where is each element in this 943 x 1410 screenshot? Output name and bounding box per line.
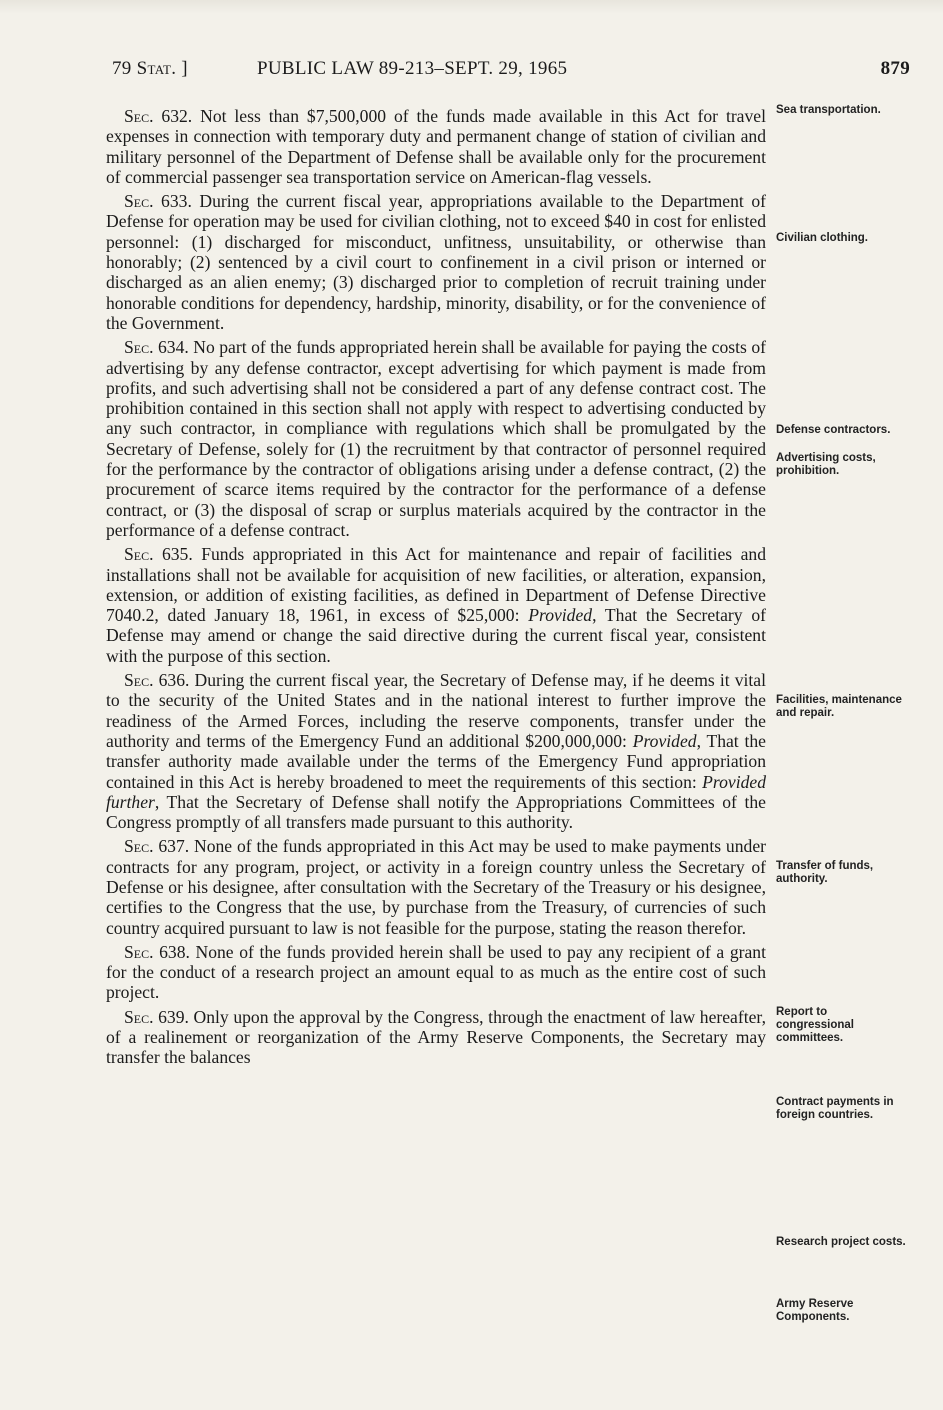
section-637 — [106, 836, 766, 937]
section-639 — [106, 1007, 766, 1068]
section-633 — [106, 191, 766, 333]
margin-note-defense-contractors: Defense contractors. — [776, 424, 891, 436]
margin-note-army-reserve: Army Reserve Components. — [776, 1298, 854, 1323]
margin-note-advertising-costs: Advertising costs, prohibition. — [776, 452, 876, 477]
margin-note-sea-transportation: Sea transportation. — [776, 104, 881, 116]
section-number: Sec. 634. — [124, 337, 189, 358]
section-text: During the current fiscal year, appropriations available to the Department of Defense for operation may be used for civilian clothing, not to exceed $40 in cost for enlisted personnel: (1) discharged for misconduct, unfitness, unsuitability, or otherwise than honorably; (2) sentenced by a civil court to confinement in a civil prison or interned or discharged as an alien enemy; (3) discharged prior to completion of recruit training under honorable conditions for dependency, hardship, minority, disability, or for the convenience of the Government. — [106, 191, 766, 333]
page-number: 879 — [880, 58, 910, 79]
volume-citation: 79 Stat. ] — [112, 58, 188, 79]
section-text: Not less than $7,500,000 of the funds made available in this Act for travel expenses in connection with temporary duty and permanent change of station of civilian and military personnel of the Department of Defense shall be available only for the procurement of commercial passenger sea transportation service on American-flag vessels. — [106, 106, 766, 187]
section-number: Sec. 635. — [124, 544, 193, 565]
proviso: Provided — [632, 730, 697, 751]
margin-note-facilities: Facilities, maintenance and repair. — [776, 694, 902, 719]
law-title: PUBLIC LAW 89-213–SEPT. 29, 1965 — [257, 58, 568, 79]
section-number: Sec. 633. — [124, 191, 192, 212]
section-634 — [106, 337, 766, 540]
section-number: Sec. 632. — [124, 106, 193, 126]
section-number: Sec. 639. — [124, 1006, 189, 1027]
section-number: Sec. 638. — [124, 941, 190, 962]
margin-note-civilian-clothing: Civilian clothing. — [776, 232, 869, 244]
body-text — [106, 106, 766, 1072]
section-638 — [106, 942, 766, 1003]
section-text: No part of the funds appropriated herein shall be available for paying the costs of advertising by any defense contractor, except advertising for which payment is made from profits, and such advertising shall not be considered a part of any defense contract cost. The prohibition contained in this section shall not apply with respect to advertising conducted by any such contractor, in compliance with regulations which shall be promulgated by the Secretary of Defense, solely for (1) the recruitment by that contractor of personnel required for the performance by the contractor of obligations arising under a defense contract, (2) the procurement of scarce items required by the contractor for the performance of a defense contract, or (3) the disposal of scrap or surplus materials acquired by the contractor in the performance of a defense contract. — [106, 337, 766, 540]
section-text: None of the funds provided herein shall be used to pay any recipient of a grant for the conduct of a research project an amount equal to as much as the entire cost of such project. — [106, 941, 766, 1003]
margin-note-transfer-of-funds: Transfer of funds, authority. — [776, 860, 874, 885]
section-number: Sec. 637. — [124, 836, 190, 857]
margin-note-report: Report to congressional committees. — [776, 1006, 854, 1044]
section-632 — [106, 106, 766, 187]
section-text: Only upon the approval by the Congress, through the enactment of law hereafter, of a realinement or reorganization of the Army Reserve Components, the Secretary may transfer the balances — [106, 1006, 766, 1068]
scan-shadow — [0, 0, 943, 14]
section-636 — [106, 670, 766, 832]
proviso: Provided — [528, 605, 593, 626]
margin-note-research: Research project costs. — [776, 1236, 906, 1248]
section-text: Funds appropriated in this Act for maintenance and repair of facilities and installations shall not be available for acquisition of new facilities, or alteration, expansion, extension, or addition of existing facilities, as defined in Department of Defense Directive 7040.2, dated January 18, 1961, in excess of $25,000: — [106, 544, 766, 626]
section-text: , That the transfer authority made available under the terms of the Emergency Fund appropriation contained in this Act is hereby broadened to meet the requirements of this section: — [106, 730, 766, 792]
section-text: , That the Secretary of Defense may amend or change the said directive during the current fiscal year, consistent with the purpose of this section. — [106, 605, 766, 666]
section-text: During the current fiscal year, the Secretary of Defense may, if he deems it vital to the security of the United States and in the national interest to further improve the readiness of the Armed Forces, including the reserve components, transfer under the authority and terms of the Emergency Fund an additional $200,000,000: — [106, 670, 766, 751]
proviso-further: Provided further — [106, 771, 766, 812]
running-header — [112, 58, 910, 88]
section-text: , That the Secretary of Defense shall notify the Appropriations Committees of the Congress promptly of all transfers made pursuant to this authority. — [106, 791, 766, 833]
section-text: None of the funds appropriated in this Act may be used to make payments under contracts for any program, project, or activity in a foreign country unless the Secretary of Defense or his designee, after consultation with the Secretary of the Treasury or his designee, certifies to the Congress that the use, by purchase from the Treasury, of currencies of such country acquired pursuant to law is not feasible for the purpose, stating the reason therefor. — [106, 836, 766, 938]
section-635 — [106, 544, 766, 666]
margin-note-contract-payments: Contract payments in foreign countries. — [776, 1096, 894, 1121]
section-number: Sec. 636. — [124, 670, 190, 691]
